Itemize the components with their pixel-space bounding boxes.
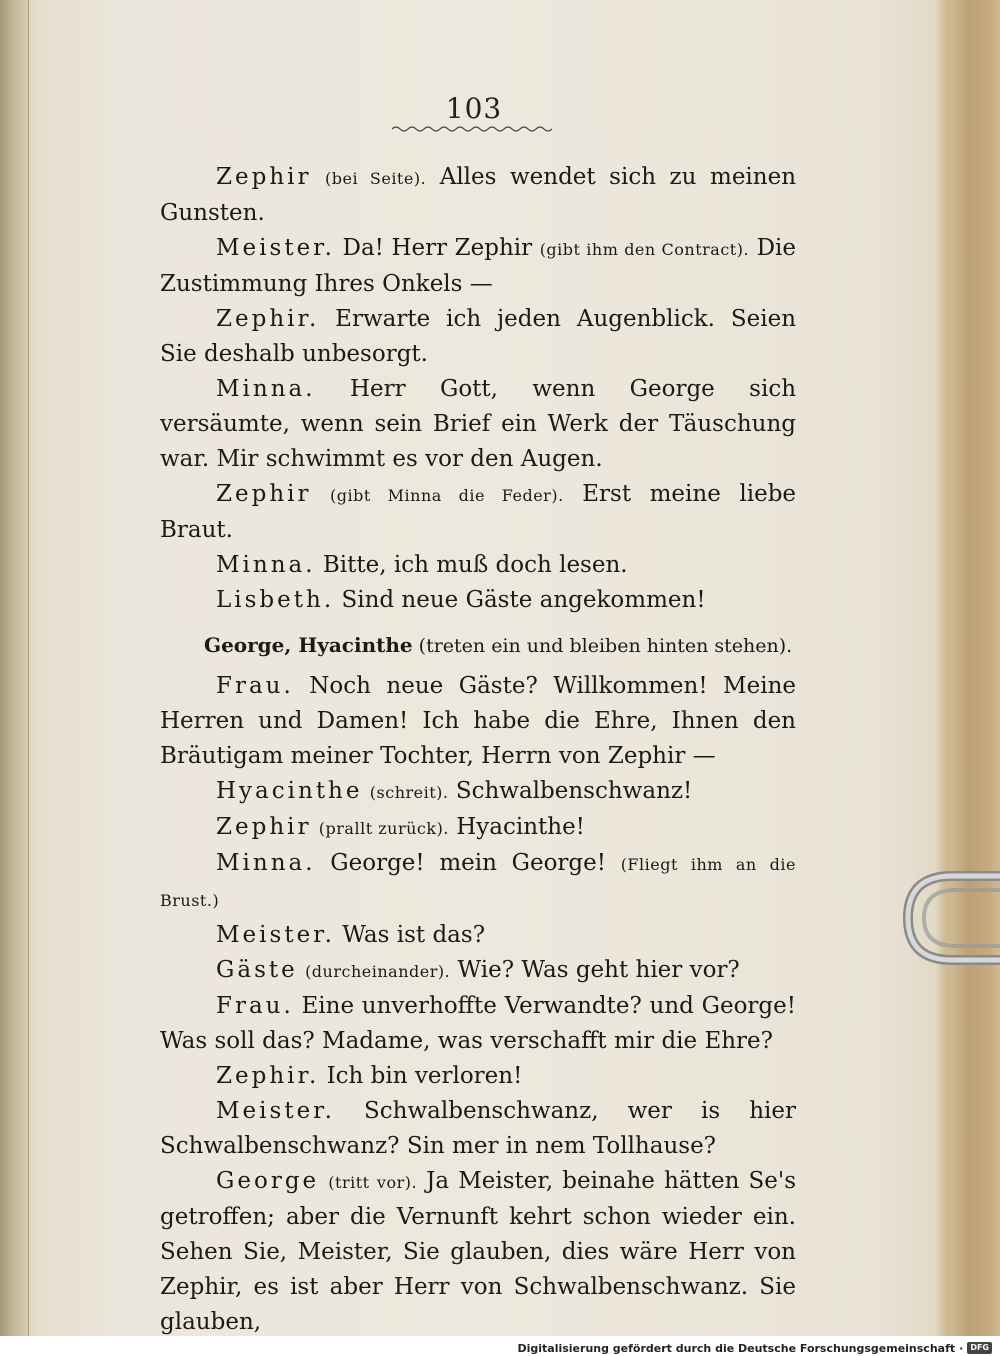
dialogue-line (160, 1164, 796, 1340)
dialogue-line (160, 669, 796, 774)
stage-direction: (gibt ihm den Contract). (539, 240, 750, 259)
dialogue-line (160, 302, 796, 372)
speaker-name: Zephir. (216, 1063, 320, 1089)
line-text: Schwalbenschwanz, wer is hier Schwalbenschwanz? Sin mer in nem Tollhause? (160, 1098, 796, 1159)
dialogue-line (160, 372, 796, 477)
separator: · (959, 1341, 964, 1355)
line-text: Da! Herr Zephir (342, 235, 533, 261)
page-number: 103 (445, 92, 503, 125)
speaker-name: Minna. (216, 850, 316, 876)
speaker-name: Meister. (216, 922, 335, 948)
stage-direction: (schreit). (369, 783, 449, 802)
dialogue-line (160, 1094, 796, 1164)
speaker-name: Zephir. (216, 306, 320, 332)
paper-clip-icon (900, 868, 1000, 968)
dialogue-line (160, 989, 796, 1059)
entrance-direction (204, 630, 796, 661)
speaker-name: Zephir (216, 814, 312, 840)
page-stack-edge (938, 0, 1000, 1336)
dialogue-line (160, 231, 796, 302)
speaker-name: Gäste (216, 957, 298, 983)
credit-text: Digitalisierung gefördert durch die Deutsche Forschungsgemeinschaft (517, 1341, 956, 1355)
dialogue-line (160, 774, 796, 810)
line-text: Herr Gott, wenn George sich versäumte, wenn sein Brief ein Werk der Täuschung war. Mir schwimmt es vor den Augen. (160, 376, 797, 472)
line-text: Noch neue Gäste? Willkommen! Meine Herren und Damen! Ich habe die Ehre, Ihnen den Bräutigam meiner Tochter, Herrn von Zephir — (160, 673, 797, 769)
stage-direction: (durcheinander). (305, 962, 451, 981)
play-text (160, 160, 796, 1340)
wavy-rule-ornament (392, 124, 552, 134)
dialogue-line (160, 548, 796, 583)
line-text: Erst meine liebe Braut. (160, 481, 797, 543)
line-text: Eine unverhoffte Verwandte? und George! Was soll das? Madame, was verschafft mir die Ehre? (160, 993, 796, 1054)
speaker-name: Minna. (216, 376, 316, 402)
dialogue-line (160, 846, 796, 918)
stage-direction: (prallt zurück). (318, 819, 449, 838)
dialogue-line (160, 1059, 796, 1094)
line-text: George! mein George! (330, 850, 606, 876)
dialogue-line (160, 477, 796, 548)
dialogue-line (160, 918, 796, 953)
speaker-name: George (216, 1168, 320, 1194)
previous-page-edge (0, 0, 29, 1336)
speaker-name: Meister. (216, 1098, 335, 1124)
dfg-logo: DFG (967, 1342, 992, 1354)
dialogue-line (160, 160, 796, 231)
speaker-name: Frau. (216, 673, 294, 699)
line-text: Bitte, ich muß doch lesen. (322, 552, 628, 578)
line-text: Schwalbenschwanz! (455, 778, 693, 804)
dialogue-line (160, 583, 796, 618)
dialogue-line (160, 953, 796, 989)
stage-direction: (bei Seite). (325, 169, 427, 188)
digitization-credit (517, 1340, 992, 1356)
speaker-name: Zephir (216, 481, 312, 507)
line-text: Hyacinthe! (456, 814, 585, 840)
dialogue-line (160, 810, 796, 846)
line-text: Wie? Was geht hier vor? (457, 957, 740, 983)
line-text: Sind neue Gäste angekommen! (341, 587, 706, 613)
line-text: Die Zustimmung Ihres Onkels — (160, 235, 797, 297)
line-text: Was ist das? (342, 922, 486, 948)
speaker-name: Zephir (216, 164, 312, 190)
line-text: Ja Meister, beinahe hätten Se's getroffen; aber die Vernunft kehrt schon wieder ein. Sehen Sie, Meister, Sie glauben, dies wäre Herr von Zephir, es ist aber Herr von Schwalbenschwanz. Sie glauben, (160, 1168, 796, 1335)
line-text: Erwarte ich jeden Augenblick. Seien Sie deshalb unbesorgt. (160, 306, 797, 367)
stage-direction: (gibt Minna die Feder). (330, 486, 564, 505)
stage-direction: (treten ein und bleiben hinten stehen). (418, 635, 793, 657)
entering-characters: George, Hyacinthe (204, 633, 413, 657)
speaker-name: Frau. (216, 993, 294, 1019)
stage-direction: (tritt vor). (328, 1173, 418, 1192)
line-text: Alles wendet sich zu meinen Gunsten. (160, 164, 797, 226)
speaker-name: Hyacinthe (216, 778, 363, 804)
line-text: Ich bin verloren! (326, 1063, 523, 1089)
stage-direction: (Fliegt ihm an die Brust.) (160, 855, 797, 910)
speaker-name: Meister. (216, 235, 335, 261)
speaker-name: Lisbeth. (216, 587, 335, 613)
speaker-name: Minna. (216, 552, 316, 578)
